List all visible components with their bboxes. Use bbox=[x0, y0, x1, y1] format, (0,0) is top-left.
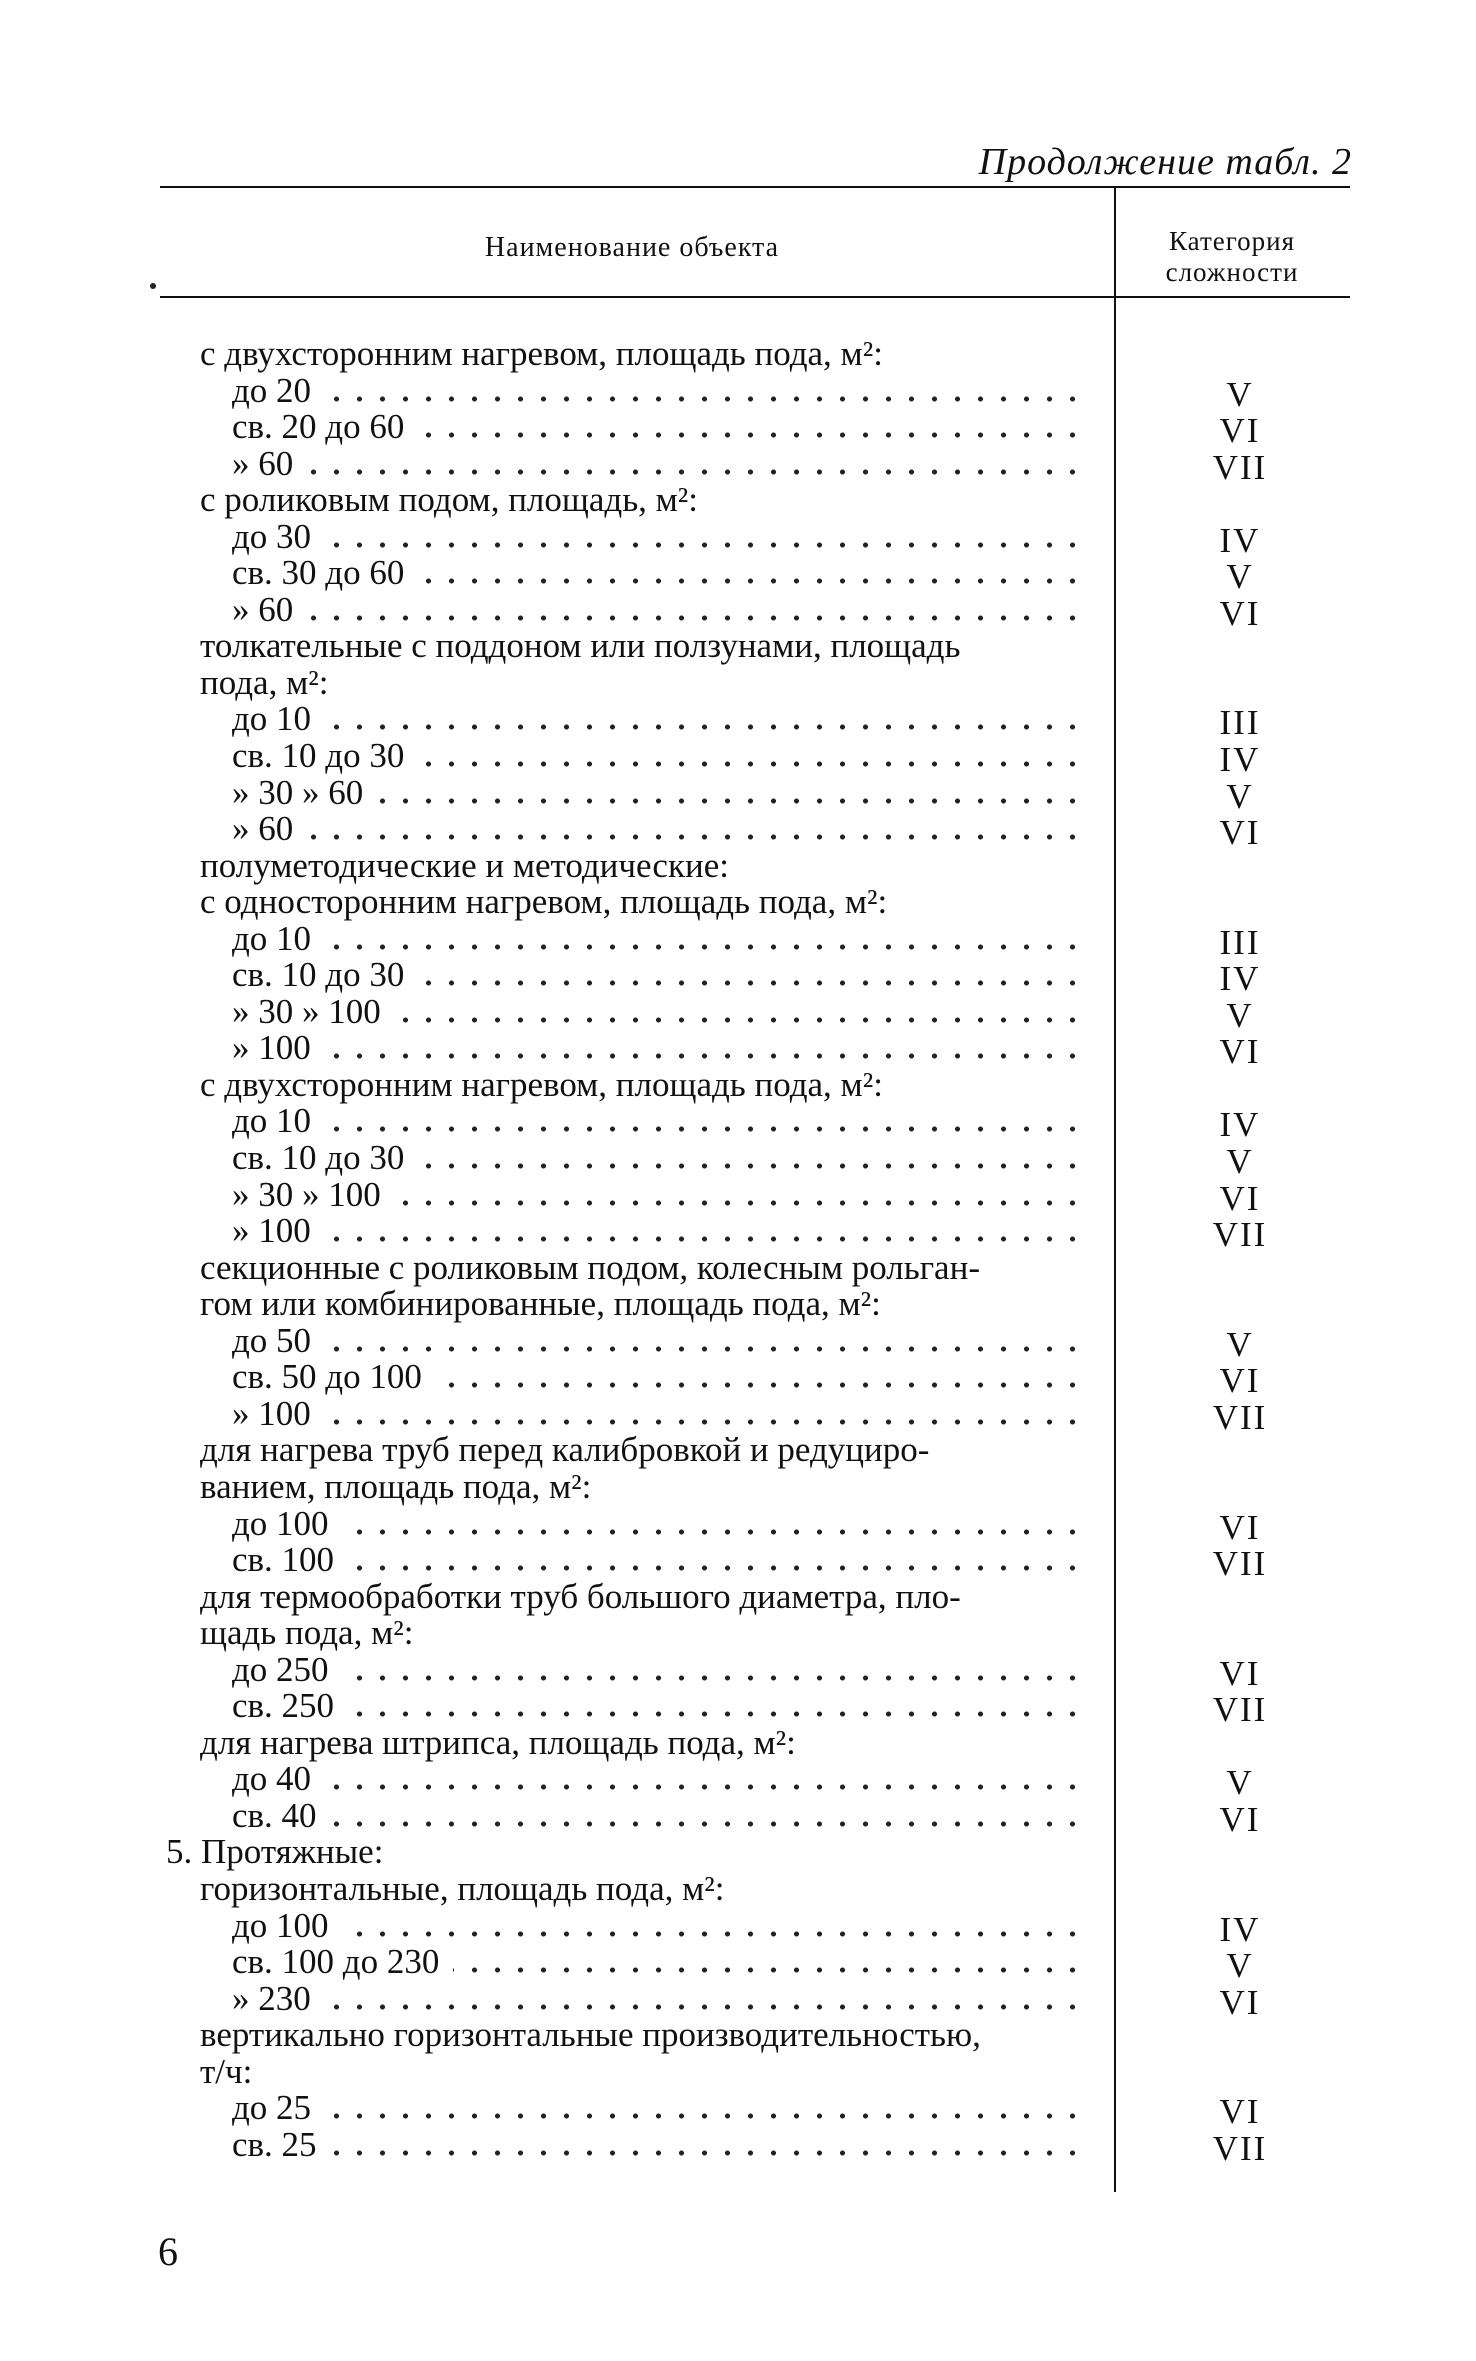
object-name-value: до 100 bbox=[232, 1905, 329, 1945]
dot-leader bbox=[307, 614, 1084, 622]
table-row-item bbox=[0, 589, 1476, 633]
table-row-item bbox=[0, 1174, 1476, 1218]
complexity-category: VII bbox=[1212, 1690, 1268, 1730]
object-group-label: гом или комбинированные, площадь пода, м²: bbox=[200, 1284, 881, 1324]
table-row-item bbox=[0, 1649, 1476, 1693]
table-row-item bbox=[0, 443, 1476, 487]
object-name-value: до 40 bbox=[232, 1759, 312, 1799]
dot-leader bbox=[325, 1345, 1084, 1353]
complexity-category: III bbox=[1219, 922, 1261, 962]
complexity-category: VII bbox=[1212, 1544, 1268, 1584]
table-row-item bbox=[0, 370, 1476, 414]
table-row-item bbox=[0, 1978, 1476, 2022]
table-row-item bbox=[0, 1540, 1476, 1584]
table-row-item bbox=[0, 809, 1476, 853]
object-group-label: пода, м²: bbox=[200, 662, 329, 702]
object-name-value: до 20 bbox=[232, 370, 312, 410]
object-name-value: до 10 bbox=[232, 699, 312, 739]
dot-leader bbox=[418, 431, 1084, 439]
object-name-value: » 30 » 60 bbox=[232, 772, 364, 812]
object-group-label: 5. Протяжные: bbox=[166, 1832, 384, 1872]
dot-leader bbox=[325, 395, 1084, 403]
table-row-item bbox=[0, 1101, 1476, 1145]
complexity-category: V bbox=[1226, 557, 1254, 597]
page-number: 6 bbox=[158, 2229, 178, 2274]
object-group-label: с односторонним нагревом, площадь пода, м²: bbox=[200, 882, 888, 922]
table-row-section-heading bbox=[0, 1834, 1476, 1871]
table-row-item bbox=[0, 955, 1476, 999]
dot-leader bbox=[418, 760, 1084, 768]
object-name-value: » 30 » 100 bbox=[232, 991, 381, 1031]
dot-leader bbox=[325, 1125, 1084, 1133]
table-row-item bbox=[0, 1211, 1476, 1255]
object-group-label: полуметодические и методические: bbox=[200, 845, 729, 885]
object-name-value: » 100 bbox=[232, 1211, 311, 1251]
dot-leader bbox=[325, 2003, 1084, 2011]
dot-leader bbox=[307, 833, 1084, 841]
header-top-rule bbox=[160, 186, 1350, 188]
object-group-label: толкательные с поддоном или ползунами, площадь bbox=[200, 626, 961, 666]
table-row-heading bbox=[0, 628, 1476, 665]
table-row-heading bbox=[0, 1722, 1476, 1762]
dot-leader bbox=[325, 541, 1084, 549]
dot-leader bbox=[395, 1199, 1084, 1207]
table-row-item bbox=[0, 1138, 1476, 1182]
complexity-category: VI bbox=[1219, 411, 1261, 451]
table-row-heading bbox=[0, 1466, 1476, 1506]
complexity-category: VII bbox=[1212, 2128, 1268, 2168]
complexity-category: VI bbox=[1219, 813, 1261, 853]
table-row-heading bbox=[0, 1868, 1476, 1908]
table-row-heading bbox=[0, 662, 1476, 702]
object-name-value: до 10 bbox=[232, 1101, 312, 1141]
table-row-item bbox=[0, 1942, 1476, 1986]
object-name-value: до 10 bbox=[232, 918, 312, 958]
table-continuation-title: Продолжение табл. 2 bbox=[978, 141, 1352, 183]
complexity-category: VI bbox=[1219, 1178, 1261, 1218]
dot-leader bbox=[325, 1052, 1084, 1060]
table-row-heading bbox=[0, 482, 1476, 519]
table-row-item bbox=[0, 1686, 1476, 1730]
header-bottom-rule bbox=[160, 296, 1350, 298]
dot-leader bbox=[348, 1710, 1084, 1718]
object-name-value: до 250 bbox=[232, 1649, 329, 1689]
table-row-heading bbox=[0, 1064, 1476, 1104]
dot-leader bbox=[418, 1162, 1084, 1170]
object-group-label: с двухсторонним нагревом, площадь пода, м²: bbox=[200, 1064, 883, 1104]
table-row-item bbox=[0, 736, 1476, 780]
object-name-value: » 60 bbox=[232, 443, 294, 483]
object-name-value: св. 10 до 30 bbox=[232, 1138, 405, 1178]
dot-leader bbox=[331, 1820, 1084, 1828]
dot-leader bbox=[418, 979, 1084, 987]
table-row-heading bbox=[0, 845, 1476, 885]
dot-leader bbox=[343, 1930, 1084, 1938]
complexity-category: V bbox=[1226, 1324, 1254, 1364]
object-name-value: св. 30 до 60 bbox=[232, 553, 405, 593]
object-group-label: для нагрева штрипса, площадь пода, м²: bbox=[200, 1722, 796, 1762]
table-row-item bbox=[0, 1759, 1476, 1803]
dot-leader bbox=[343, 1528, 1084, 1536]
complexity-category: V bbox=[1226, 1142, 1254, 1182]
dot-leader bbox=[331, 2149, 1084, 2157]
complexity-category: IV bbox=[1219, 959, 1261, 999]
dot-leader bbox=[307, 468, 1084, 476]
complexity-category: IV bbox=[1219, 1909, 1261, 1949]
table-row-heading bbox=[0, 1247, 1476, 1287]
table-row-heading bbox=[0, 2051, 1476, 2091]
complexity-category: V bbox=[1226, 1763, 1254, 1803]
complexity-category: VI bbox=[1219, 1982, 1261, 2022]
object-group-label: т/ч: bbox=[200, 2051, 253, 2091]
table-row-heading bbox=[0, 336, 1476, 373]
object-group-label: с двухсторонним нагревом, площадь пода, м²: bbox=[200, 334, 883, 373]
complexity-category: VII bbox=[1212, 1397, 1268, 1437]
object-name-value: » 60 bbox=[232, 809, 294, 849]
table-row-item bbox=[0, 1393, 1476, 1437]
table-row-heading bbox=[0, 1615, 1476, 1652]
dot-leader bbox=[377, 797, 1084, 805]
table-row-item bbox=[0, 699, 1476, 743]
dot-leader bbox=[325, 1235, 1084, 1243]
object-group-label: щадь пода, м²: bbox=[200, 1613, 414, 1653]
object-name-value: св. 100 bbox=[232, 1540, 335, 1580]
object-name-value: » 100 bbox=[232, 1028, 311, 1068]
complexity-category: IV bbox=[1219, 520, 1261, 560]
object-name-value: » 100 bbox=[232, 1393, 311, 1433]
table-row-item bbox=[0, 772, 1476, 816]
complexity-category: IV bbox=[1219, 1105, 1261, 1145]
table-row-heading bbox=[0, 1432, 1476, 1469]
object-name-value: » 230 bbox=[232, 1978, 311, 2018]
object-group-label: для нагрева труб перед калибровкой и редуциро- bbox=[200, 1430, 930, 1470]
object-name-value: св. 50 до 100 bbox=[232, 1357, 422, 1397]
complexity-category: VI bbox=[1219, 593, 1261, 633]
dot-leader bbox=[453, 1966, 1084, 1974]
table-row-item bbox=[0, 918, 1476, 962]
dot-leader bbox=[325, 943, 1084, 951]
table-row-item bbox=[0, 2088, 1476, 2132]
object-group-label: ванием, площадь пода, м²: bbox=[200, 1466, 592, 1506]
complexity-category: V bbox=[1226, 1946, 1254, 1986]
table-row-item bbox=[0, 1028, 1476, 1072]
complexity-category: V bbox=[1226, 995, 1254, 1035]
object-name-value: до 30 bbox=[232, 516, 312, 556]
table-row-heading bbox=[0, 2017, 1476, 2054]
column-header-category-line2: сложности bbox=[1165, 257, 1299, 287]
complexity-category: IV bbox=[1219, 740, 1261, 780]
dot-leader bbox=[325, 1418, 1084, 1426]
object-group-label: вертикально горизонтальные производительностью, bbox=[200, 2015, 981, 2055]
object-name-value: св. 10 до 30 bbox=[232, 955, 405, 995]
table-row-heading bbox=[0, 1576, 1476, 1616]
object-group-label: секционные с роликовым подом, колесным рольган- bbox=[200, 1247, 980, 1287]
object-name-value: св. 10 до 30 bbox=[232, 736, 405, 776]
object-name-value: св. 100 до 230 bbox=[232, 1942, 440, 1982]
table-row-item bbox=[0, 1795, 1476, 1839]
complexity-category: VI bbox=[1219, 1653, 1261, 1693]
complexity-category: V bbox=[1226, 776, 1254, 816]
dot-leader bbox=[418, 577, 1084, 585]
complexity-category: VII bbox=[1212, 1215, 1268, 1255]
object-group-label: горизонтальные, площадь пода, м²: bbox=[200, 1868, 725, 1908]
complexity-category: VI bbox=[1219, 1507, 1261, 1547]
dot-leader bbox=[395, 1016, 1084, 1024]
complexity-category: V bbox=[1226, 374, 1254, 414]
object-name-value: св. 20 до 60 bbox=[232, 407, 405, 447]
object-group-label: для термообработки труб большого диаметра, пло- bbox=[200, 1576, 961, 1616]
table-row-item bbox=[0, 553, 1476, 597]
table-row-item bbox=[0, 407, 1476, 451]
table-row-item bbox=[0, 1905, 1476, 1949]
column-header-category bbox=[1114, 226, 1350, 288]
column-header-category-line1: Категория bbox=[1169, 226, 1295, 256]
object-name-value: до 25 bbox=[232, 2088, 312, 2128]
object-group-label: с роликовым подом, площадь, м²: bbox=[200, 480, 699, 520]
complexity-category: VII bbox=[1212, 447, 1268, 487]
object-name-value: до 100 bbox=[232, 1503, 329, 1543]
object-name-value: » 30 » 100 bbox=[232, 1174, 381, 1214]
table-row-item bbox=[0, 1503, 1476, 1547]
table-row-item bbox=[0, 1320, 1476, 1364]
object-name-value: св. 250 bbox=[232, 1686, 335, 1726]
complexity-category: VI bbox=[1219, 1032, 1261, 1072]
dot-leader bbox=[325, 2112, 1084, 2120]
object-name-value: до 50 bbox=[232, 1320, 312, 1360]
dot-leader bbox=[436, 1381, 1084, 1389]
object-name-value: » 60 bbox=[232, 589, 294, 629]
dot-leader bbox=[325, 1783, 1084, 1791]
complexity-category: III bbox=[1219, 703, 1261, 743]
table-row-item bbox=[0, 516, 1476, 560]
column-header-name: Наименование объекта bbox=[484, 232, 780, 263]
table-row-item bbox=[0, 1357, 1476, 1401]
dot-leader bbox=[325, 723, 1084, 731]
complexity-category: VI bbox=[1219, 1799, 1261, 1839]
table-row-heading bbox=[0, 884, 1476, 921]
table-row-item bbox=[0, 2124, 1476, 2168]
table-body bbox=[0, 334, 1476, 2168]
object-name-value: св. 40 bbox=[232, 1795, 317, 1835]
table-row-heading bbox=[0, 1286, 1476, 1323]
dot-leader bbox=[343, 1674, 1084, 1682]
complexity-category: VI bbox=[1219, 1361, 1261, 1401]
table-row-item bbox=[0, 991, 1476, 1035]
dot-leader bbox=[348, 1564, 1084, 1572]
margin-dot bbox=[150, 283, 156, 289]
object-name-value: св. 25 bbox=[232, 2124, 317, 2164]
complexity-category: VI bbox=[1219, 2092, 1261, 2132]
